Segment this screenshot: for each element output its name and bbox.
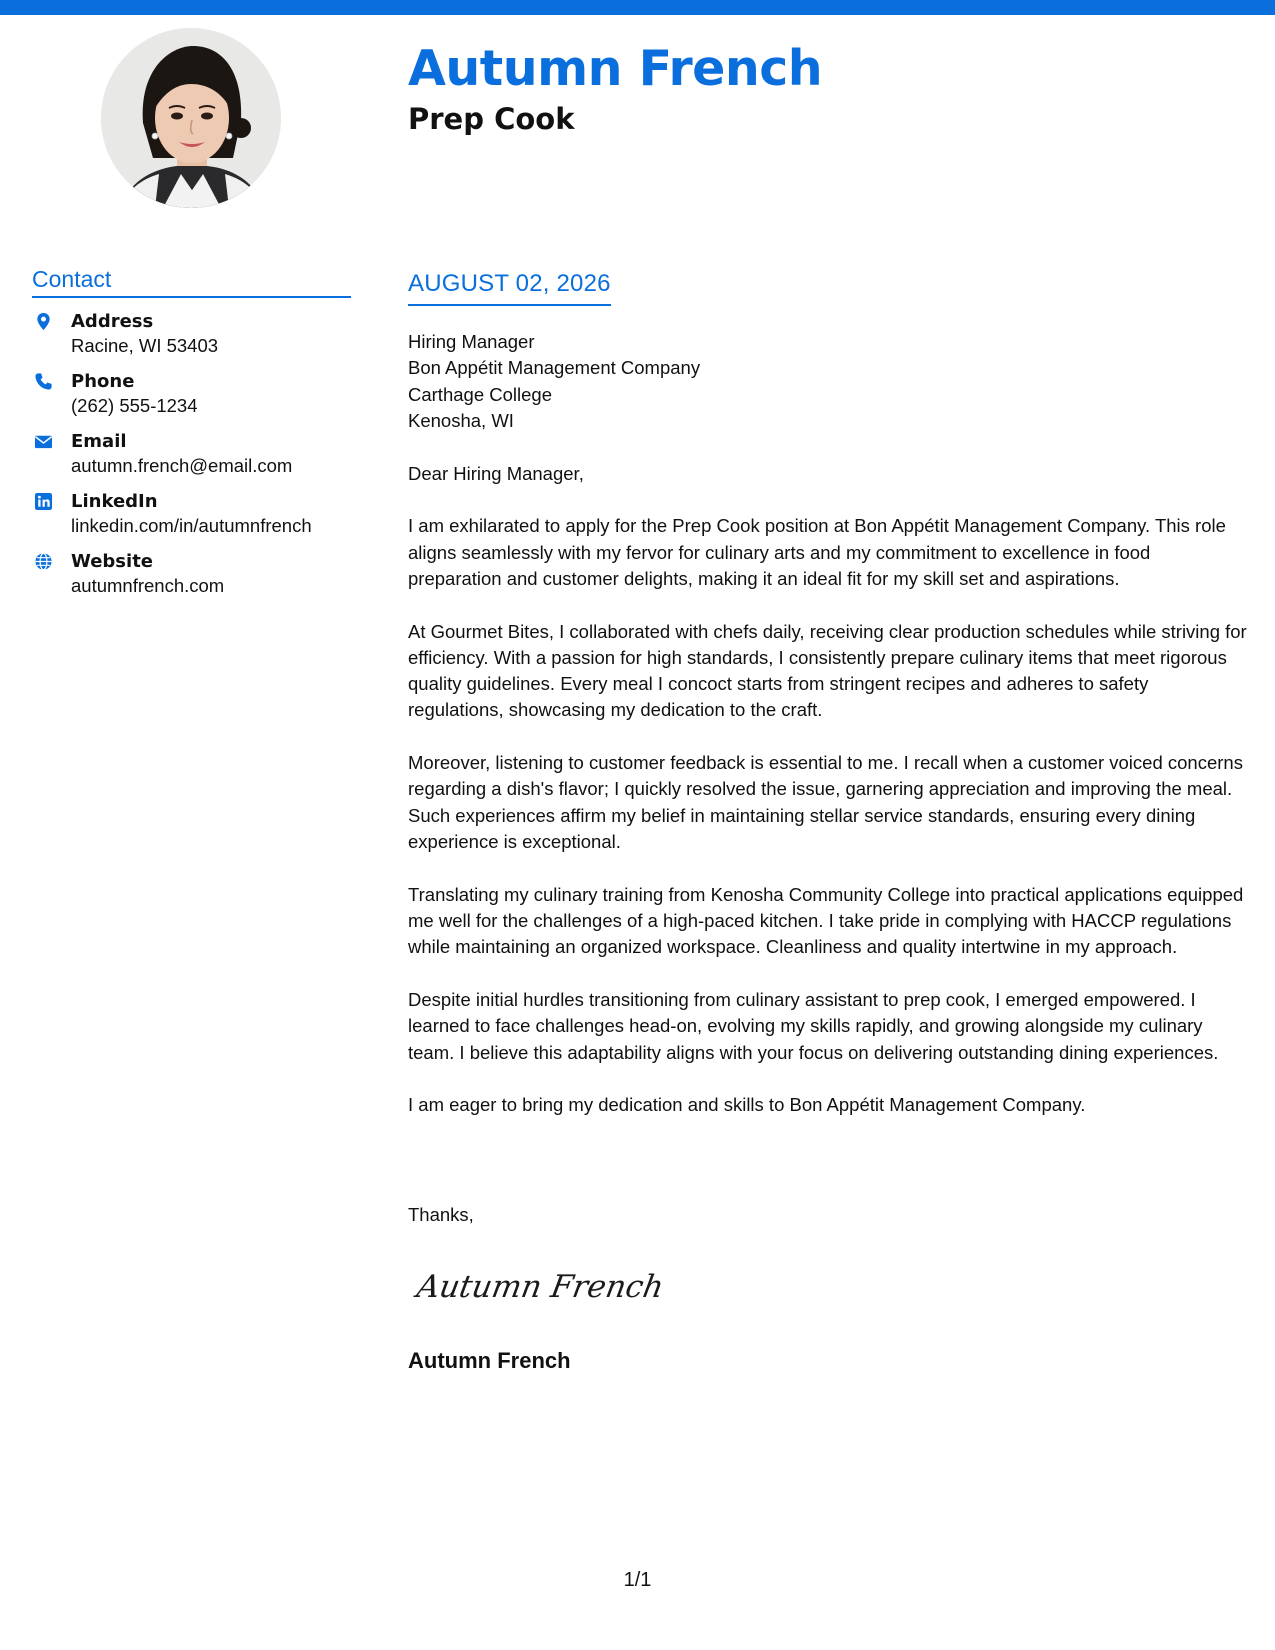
letter-date: AUGUST 02, 2026	[408, 270, 611, 306]
top-accent-bar	[0, 0, 1275, 15]
contact-label: Website	[71, 551, 154, 572]
body-paragraph: I am eager to bring my dedication and skills to Bon Appétit Management Company.	[408, 1094, 1086, 1116]
location-pin-icon	[34, 312, 53, 331]
globe-icon	[34, 552, 53, 571]
contact-label: Address	[71, 311, 154, 332]
recipient-line: Hiring Manager	[408, 331, 535, 352]
phone-icon	[34, 372, 53, 391]
contact-label: Email	[71, 431, 127, 452]
job-title: Prep Cook	[408, 102, 575, 136]
body-paragraph: I am exhilarated to apply for the Prep Cook position at Bon Appétit Management Company. This role aligns seamlessly with my fervor for culinary arts and my commitment to excellence in food preparation and customer delights, making it an ideal fit for my skill set and aspirations.	[408, 515, 1226, 589]
contact-value-website[interactable]: autumnfrench.com	[71, 575, 225, 596]
contact-item-email	[32, 430, 351, 478]
recipient-line: Carthage College	[408, 383, 552, 405]
svg-text:Autumn French: Autumn French	[414, 1269, 667, 1305]
contact-value-linkedin[interactable]: linkedin.com/in/autumnfrench	[71, 515, 312, 536]
applicant-name: Autumn French	[408, 40, 823, 97]
signature-image	[413, 1255, 673, 1315]
recipient-line: Bon Appétit Management Company	[408, 357, 701, 379]
contact-label: LinkedIn	[71, 491, 158, 512]
page-number: 1/1	[623, 1569, 652, 1591]
avatar-portrait-icon	[101, 28, 281, 208]
linkedin-icon	[34, 492, 53, 511]
contact-item-linkedin	[32, 490, 351, 538]
contact-label: Phone	[71, 371, 135, 392]
email-icon	[34, 432, 53, 451]
recipient-block	[408, 329, 1248, 434]
signer-name: Autumn French	[408, 1348, 571, 1373]
contact-sidebar	[32, 266, 351, 598]
body-paragraph: Translating my culinary training from Kenosha Community College into practical applications equipped me well for the challenges of a high-paced kitchen. I take pride in complying with HACCP regulations while maintaining an organized workspace. Cleanliness and quality intertwine in my approach.	[408, 883, 1244, 958]
letter-body	[408, 329, 1248, 1145]
contact-item-address	[32, 310, 351, 358]
avatar	[101, 28, 281, 208]
body-paragraph: Despite initial hurdles transitioning from culinary assistant to prep cook, I emerged empowered. I learned to face challenges head-on, evolving my skills rapidly, and growing alongside my culinary team. I believe this adaptability aligns with your focus on delivering outstanding dining experiences.	[408, 988, 1219, 1063]
recipient-line: Kenosha, WI	[408, 409, 514, 431]
body-paragraph: At Gourmet Bites, I collaborated with chefs daily, receiving clear production schedules while striving for efficiency. With a passion for high standards, I consistently prepare culinary items that meet rigorous quality guidelines. Every meal I concoct starts from stringent recipes and adheres to safety regulations, showcasing my dedication to the craft.	[408, 620, 1247, 721]
body-paragraph: Moreover, listening to customer feedback is essential to me. I recall when a customer voiced concerns regarding a dish's flavor; I quickly resolved the issue, garnering appreciation and improving the meal. Such experiences affirm my belief in maintaining stellar service standards, ensuring every dining experience is exceptional.	[408, 752, 1243, 853]
contact-item-phone	[32, 370, 351, 418]
contact-item-website	[32, 550, 351, 598]
contact-value-phone: (262) 555-1234	[71, 395, 198, 416]
contact-heading: Contact	[32, 266, 351, 298]
contact-value-address: Racine, WI 53403	[71, 335, 219, 356]
contact-value-email[interactable]: autumn.french@email.com	[71, 455, 293, 476]
salutation: Dear Hiring Manager,	[408, 462, 584, 484]
closing: Thanks,	[408, 1204, 474, 1225]
